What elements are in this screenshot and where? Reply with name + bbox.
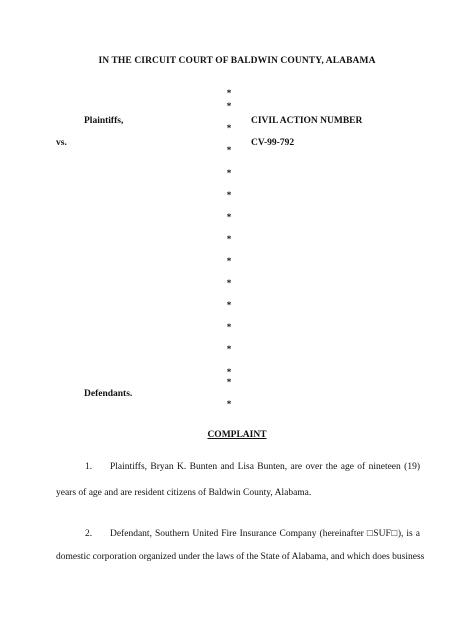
paragraph-1-line-1: Plaintiffs, Bryan K. Bunten and Lisa Bunten, are over the age of nineteen (19) bbox=[110, 462, 420, 472]
paragraph-1-number: 1. bbox=[85, 462, 93, 472]
caption-divider-asterisk: * bbox=[226, 168, 232, 178]
civil-action-label: CIVIL ACTION NUMBER bbox=[251, 116, 363, 126]
plaintiffs-label: Plaintiffs, bbox=[84, 116, 124, 126]
caption-divider-asterisk: * bbox=[226, 344, 232, 354]
paragraph-2-line-2: domestic corporation organized under the laws of the State of Alabama, and which does business bbox=[56, 552, 425, 562]
paragraph-2-line-1: Defendant, Southern United Fire Insurance Company (hereinafter □SUF□), is a bbox=[110, 529, 420, 539]
caption-divider-asterisk: * bbox=[226, 101, 232, 111]
caption-divider-asterisk: * bbox=[226, 399, 232, 409]
caption-divider-asterisk: * bbox=[226, 234, 232, 244]
case-number: CV-99-792 bbox=[251, 138, 295, 148]
caption-divider-asterisk: * bbox=[226, 212, 232, 222]
paragraph-2-number: 2. bbox=[85, 529, 93, 539]
paragraph-1-line-2: years of age and are resident citizens of Baldwin County, Alabama. bbox=[56, 488, 312, 498]
versus-label: vs. bbox=[56, 138, 67, 148]
caption-divider-asterisk: * bbox=[226, 322, 232, 332]
complaint-heading: COMPLAINT bbox=[207, 430, 267, 440]
caption-divider-asterisk: * bbox=[226, 367, 232, 377]
caption-divider-asterisk: * bbox=[226, 145, 232, 155]
caption-divider-asterisk: * bbox=[226, 377, 232, 387]
caption-divider-asterisk: * bbox=[226, 190, 232, 200]
caption-divider-asterisk: * bbox=[226, 256, 232, 266]
caption-divider-asterisk: * bbox=[226, 278, 232, 288]
defendants-label: Defendants. bbox=[84, 389, 133, 399]
caption-divider-asterisk: * bbox=[226, 88, 232, 98]
court-title: IN THE CIRCUIT COURT OF BALDWIN COUNTY, ALABAMA bbox=[98, 56, 376, 66]
caption-divider-asterisk: * bbox=[226, 123, 232, 133]
caption-divider-asterisk: * bbox=[226, 300, 232, 310]
